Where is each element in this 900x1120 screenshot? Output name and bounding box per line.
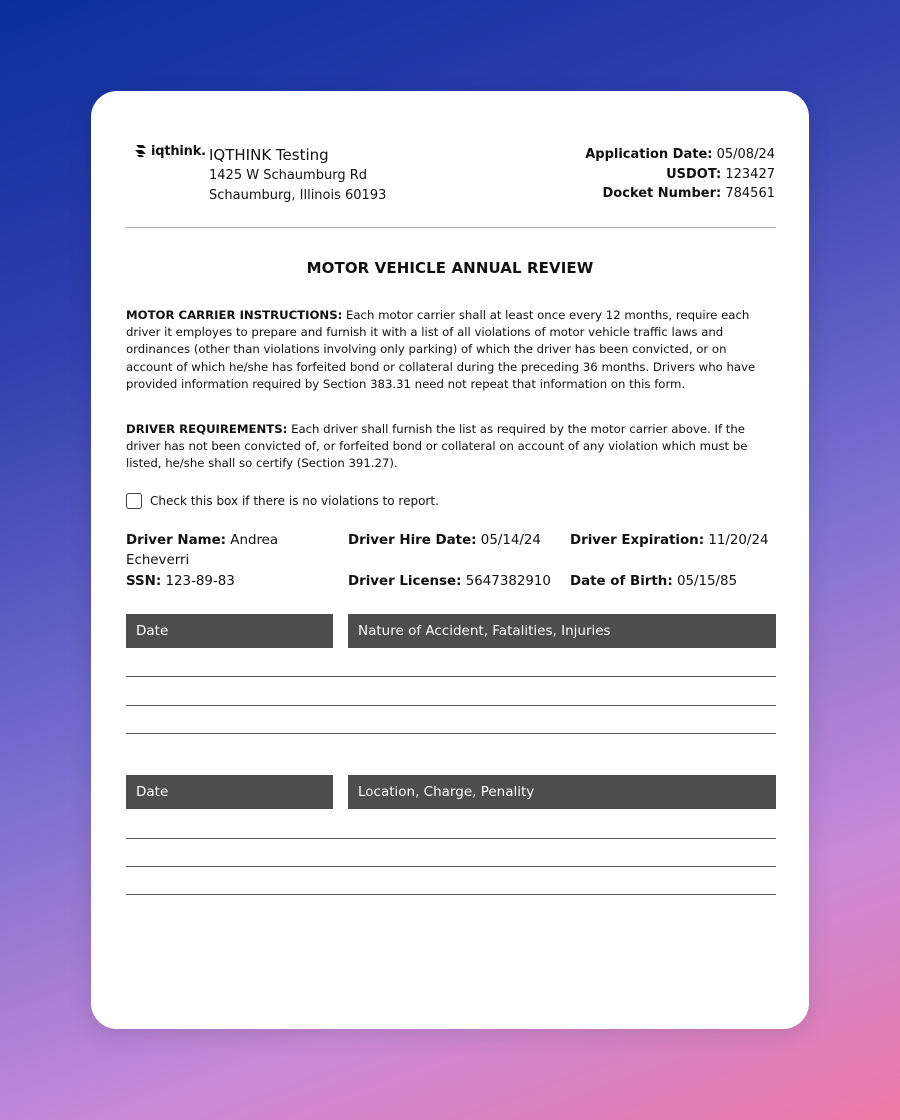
accidents-row-line[interactable]: [126, 676, 776, 677]
company-logo: [134, 143, 206, 159]
driver-expiration-label: Driver Expiration:: [570, 533, 705, 548]
driver-hire-date-field: [348, 531, 541, 551]
instructions-label: MOTOR CARRIER INSTRUCTIONS:: [126, 308, 343, 322]
date-of-birth-field: [570, 572, 737, 592]
accidents-row-line[interactable]: [126, 733, 776, 734]
driver-expiration-field: [570, 531, 768, 551]
driver-expiration-value: 11/20/24: [708, 533, 769, 548]
violations-location-header: Location, Charge, Penality: [348, 775, 776, 809]
driver-hire-date-value: 05/14/24: [480, 533, 541, 548]
usdot-label: USDOT:: [666, 167, 722, 182]
docket-number: [603, 186, 775, 201]
header-divider: [126, 227, 776, 228]
ssn-field: [126, 572, 235, 592]
docket-value: 784561: [725, 186, 775, 201]
driver-name-label: Driver Name:: [126, 533, 227, 548]
driver-name-field: [126, 531, 306, 571]
violations-date-header: Date: [126, 775, 333, 809]
form-card: [91, 91, 809, 1029]
accidents-row-line[interactable]: [126, 705, 776, 706]
form-title: MOTOR VEHICLE ANNUAL REVIEW: [306, 259, 594, 277]
no-violations-checkbox[interactable]: [126, 493, 142, 509]
date-of-birth-label: Date of Birth:: [570, 574, 673, 589]
company-name: IQTHINK Testing: [209, 146, 329, 164]
docket-label: Docket Number:: [602, 186, 722, 201]
driver-requirements: [126, 421, 776, 473]
driver-license-label: Driver License:: [348, 574, 462, 589]
violations-row-line[interactable]: [126, 894, 776, 895]
address-line-1: 1425 W Schaumburg Rd: [209, 168, 367, 183]
accidents-date-header: Date: [126, 614, 333, 648]
instructions-text: Each motor carrier shall at least once every 12 months, require each driver it employes to prepare and furnish it with a list of all violations of motor vehicle traffic laws and ordinances (other than violations involving only parking) of which the driver has been convicted, or on account of which he/she has forfeited bond or collateral during the preceding 36 months. Drivers who have provided information required by Section 383.31 need not repeat that information on this form.: [126, 308, 756, 391]
driver-name-value: Andrea Echeverri: [126, 533, 279, 568]
no-violations-label: Check this box if there is no violations to report.: [150, 494, 439, 508]
ssn-value: 123-89-83: [165, 574, 235, 589]
requirements-text: Each driver shall furnish the list as required by the motor carrier above. If the driver has not been convicted of, or forfeited bond or collateral on account of any violation which must be listed, he/she shall so certify (Section 391.27).: [126, 422, 748, 471]
application-date-label: Application Date:: [585, 147, 713, 162]
ssn-label: SSN:: [126, 574, 162, 589]
violations-row-line[interactable]: [126, 838, 776, 839]
accidents-nature-header: Nature of Accident, Fatalities, Injuries: [348, 614, 776, 648]
date-of-birth-value: 05/15/85: [676, 574, 738, 589]
logo-text: iqthink.: [151, 143, 206, 159]
application-date: [585, 147, 775, 162]
requirements-label: DRIVER REQUIREMENTS:: [126, 422, 288, 436]
usdot-value: 123427: [725, 167, 775, 182]
logo-mark-icon: [134, 143, 148, 159]
motor-carrier-instructions: [126, 307, 776, 393]
driver-hire-date-label: Driver Hire Date:: [348, 533, 477, 548]
usdot: [666, 167, 775, 182]
driver-license-field: [348, 572, 551, 592]
address-line-2: Schaumburg, Illinois 60193: [209, 188, 387, 203]
driver-license-value: 5647382910: [465, 574, 551, 589]
application-date-value: 05/08/24: [716, 147, 775, 162]
violations-row-line[interactable]: [126, 866, 776, 867]
